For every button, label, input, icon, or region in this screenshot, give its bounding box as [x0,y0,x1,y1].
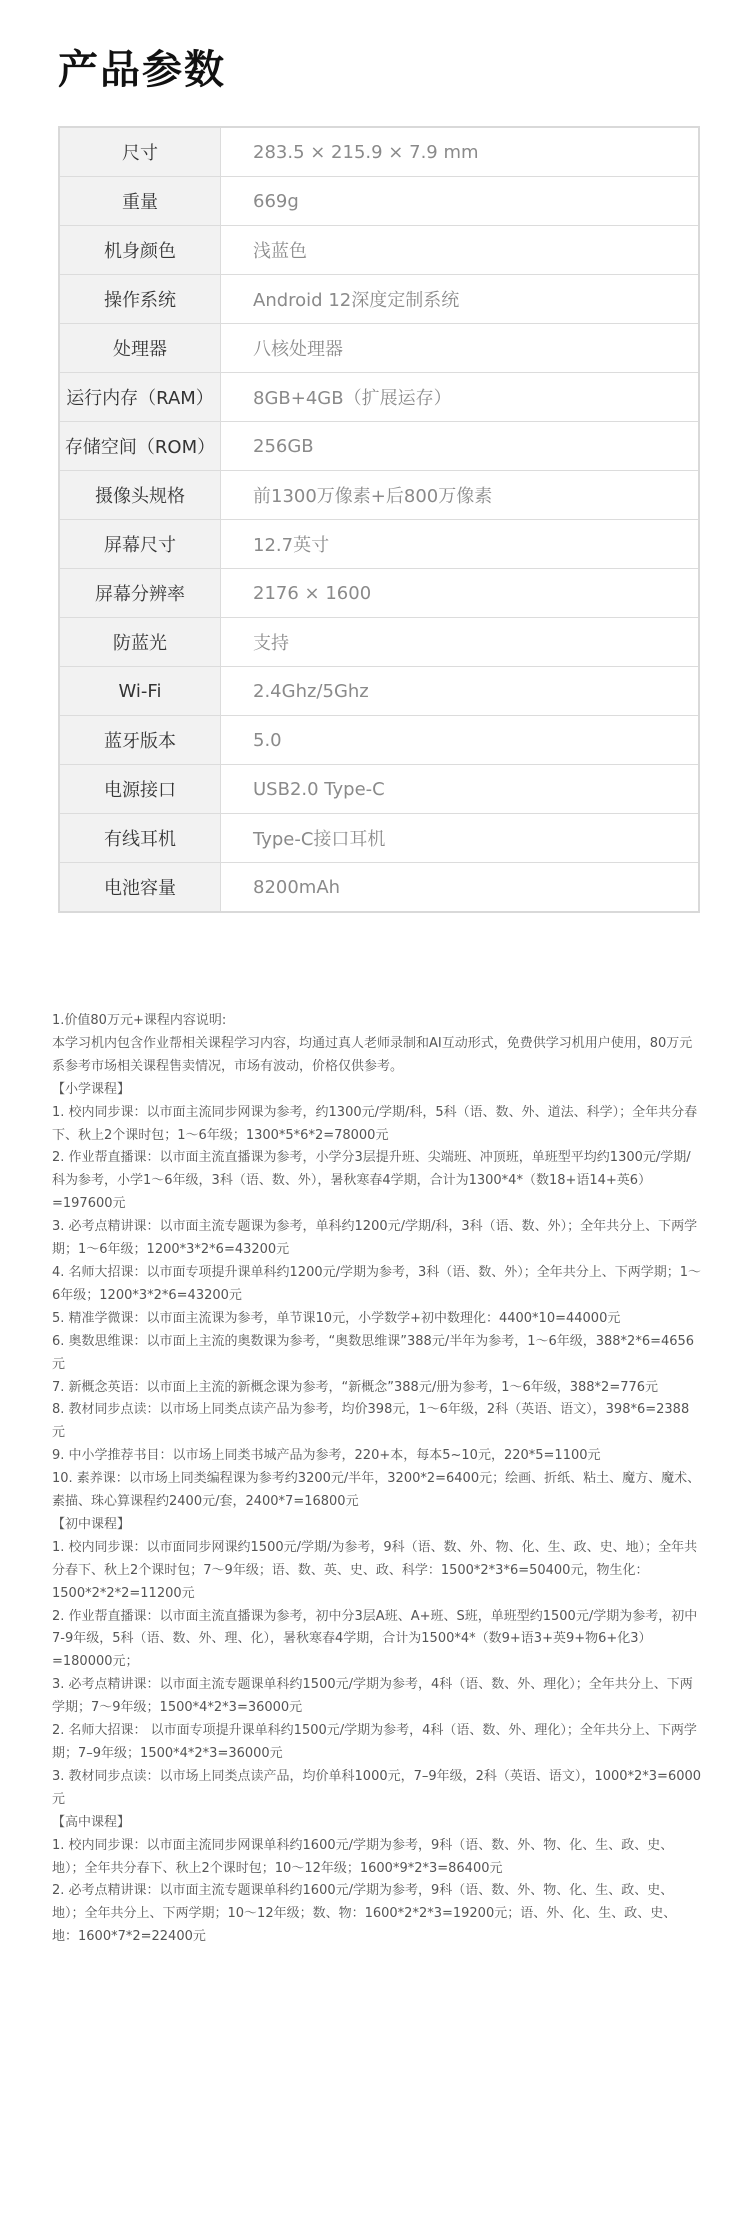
note-line: 1.价值80万元+课程内容说明: [52,1013,227,1028]
note-line: 2. 作业帮直播课：以市面主流直播课为参考，初中分3层A班、A+班、S班，单班型约1500元/学期为参考，初中7-9年级，5科（语、数、外、理、化），暑秋寒春4学期，合计为1500*4*（数9+语3+英9+物6+化3）=180000元； [52,1608,698,1670]
note-line: 5. 精准学微课：以市面主流课为参考，单节课10元，小学数学+初中数理化：4400*10=44000元 [52,1310,621,1326]
spec-label: 机身颜色 [59,226,221,275]
spec-row [59,569,699,618]
course-notes [52,1010,702,1949]
spec-label: 有线耳机 [59,814,221,863]
note-line: 【初中课程】 [52,1516,131,1532]
note-line: 10. 素养课：以市场上同类编程课为参考约3200元/半年，3200*2=6400元；绘画、折纸、粘土、魔方、魔术、素描、珠心算课程约2400元/套，2400*7=16800元 [52,1471,701,1510]
spec-label: 摄像头规格 [59,471,221,520]
spec-label: 运行内存（RAM） [59,373,221,422]
spec-label: 电池容量 [59,863,221,913]
spec-label: 屏幕分辨率 [59,569,221,618]
spec-row [59,422,699,471]
spec-label: 存储空间（ROM） [59,422,221,471]
note-line: 4. 名师大招课：以市面专项提升课单科约1200元/学期为参考，3科（语、数、外）；全年共分上、下两学期；1～6年级；1200*3*2*6=43200元 [52,1264,702,1303]
spec-value: 八核处理器 [221,324,700,373]
note-line: 2. 名师大招课： 以市面专项提升课单科约1500元/学期为参考，4科（语、数、外、理化）；全年共分上、下两学期；7–9年级；1500*4*2*3=36000元 [52,1723,697,1761]
spec-value: 669g [221,177,700,226]
note-line: 【高中课程】 [52,1814,131,1830]
note-line: 1. 校内同步课：以市面同步网课约1500元/学期/为参考，9科（语、数、外、物、化、生、政、史、地）；全年共分春下、秋上2个课时包；7～9年级；语、数、英、史、政、科学：1500*2*3*6=50400元，物生化：1500*2*2*2=11200元 [52,1539,698,1601]
spec-label: Wi-Fi [59,667,221,716]
note-line: 3. 必考点精讲课：以市面主流专题课为参考，单科约1200元/学期/科，3科（语、数、外）；全年共分上、下两学期；1～6年级；1200*3*2*6=43200元 [52,1219,698,1258]
spec-label: 操作系统 [59,275,221,324]
spec-value: 2.4Ghz/5Ghz [221,667,700,716]
spec-value: 12.7英寸 [221,520,700,569]
page-title: 产品参数 [58,47,226,93]
spec-value: 前1300万像素+后800万像素 [221,471,700,520]
note-line: 本学习机内包含作业帮相关课程学习内容，均通过真人老师录制和AI互动形式，免费供学习机用户使用，80万元系参考市场相关课程售卖情况，市场有波动，价格仅供参考。 [52,1035,693,1074]
spec-value: 支持 [221,618,700,667]
spec-value: 256GB [221,422,700,471]
spec-row [59,471,699,520]
spec-label: 蓝牙版本 [59,716,221,765]
spec-value: 浅蓝色 [221,226,700,275]
note-line: 1. 校内同步课：以市面主流同步网课为参考，约1300元/学期/科，5科（语、数、外、道法、科学）；全年共分春下、秋上2个课时包；1～6年级；1300*5*6*2=78000元 [52,1104,698,1143]
spec-row [59,226,699,275]
spec-label: 防蓝光 [59,618,221,667]
note-line: 1. 校内同步课：以市面主流同步网课单科约1600元/学期为参考，9科（语、数、外、物、化、生、政、史、地）；全年共分春下、秋上2个课时包；10～12年级；1600*9*2*3=86400元 [52,1837,674,1876]
spec-label: 尺寸 [59,127,221,177]
spec-table [58,126,700,913]
spec-row [59,127,699,177]
spec-row [59,765,699,814]
spec-value: 8200mAh [221,863,700,913]
spec-label: 处理器 [59,324,221,373]
spec-row [59,324,699,373]
note-line: 6. 奥数思维课：以市面上主流的奥数课为参考，“奥数思维课”388元/半年为参考，1～6年级，388*2*6=4656元 [52,1333,695,1372]
spec-value: 2176 × 1600 [221,569,700,618]
spec-row [59,275,699,324]
spec-value: USB2.0 Type-C [221,765,700,814]
note-line: 7. 新概念英语：以市面上主流的新概念课为参考，“新概念”388元/册为参考，1～6年级，388*2=776元 [52,1379,659,1395]
spec-value: Type-C接口耳机 [221,814,700,863]
spec-row [59,520,699,569]
spec-row [59,716,699,765]
note-line: 9. 中小学推荐书目：以市场上同类书城产品为参考，220+本，每本5~10元，220*5=1100元 [52,1448,601,1464]
note-line: 3. 教材同步点读：以市场上同类点读产品，均价单科1000元，7–9年级，2科（英语、语文），1000*2*3=6000元 [52,1768,702,1807]
spec-label: 重量 [59,177,221,226]
spec-row [59,814,699,863]
spec-row [59,618,699,667]
spec-value: 8GB+4GB（扩展运存） [221,373,700,422]
spec-row [59,177,699,226]
spec-value: Android 12深度定制系统 [221,275,700,324]
note-line: 3. 必考点精讲课：以市面主流专题课单科约1500元/学期为参考，4科（语、数、外、理化）；全年共分上、下两学期；7～9年级；1500*4*2*3=36000元 [52,1677,693,1716]
note-line: 2. 作业帮直播课：以市面主流直播课为参考，小学分3层提升班、尖端班、冲顶班，单班型平均约1300元/学期/科为参考，小学1～6年级，3科（语、数、外），暑秋寒春4学期，合计为1300*4*（数18+语14+英6）=197600元 [52,1150,691,1212]
spec-row [59,667,699,716]
spec-row [59,863,699,913]
note-line: 【小学课程】 [52,1081,131,1097]
spec-label: 屏幕尺寸 [59,520,221,569]
spec-row [59,373,699,422]
spec-label: 电源接口 [59,765,221,814]
spec-value: 283.5 × 215.9 × 7.9 mm [221,127,700,177]
note-line: 2. 必考点精讲课：以市面主流专题课单科约1600元/学期为参考，9科（语、数、外、物、化、生、政、史、地）；全年共分上、下两学期；10～12年级；数、物：1600*2*2*3=19200元；语、外、化、生、政、史、地：1600*7*2=22400元 [52,1883,677,1945]
spec-value: 5.0 [221,716,700,765]
note-line: 8. 教材同步点读：以市场上同类点读产品为参考，均价398元，1～6年级，2科（英语、语文），398*6=2388元 [52,1402,690,1441]
